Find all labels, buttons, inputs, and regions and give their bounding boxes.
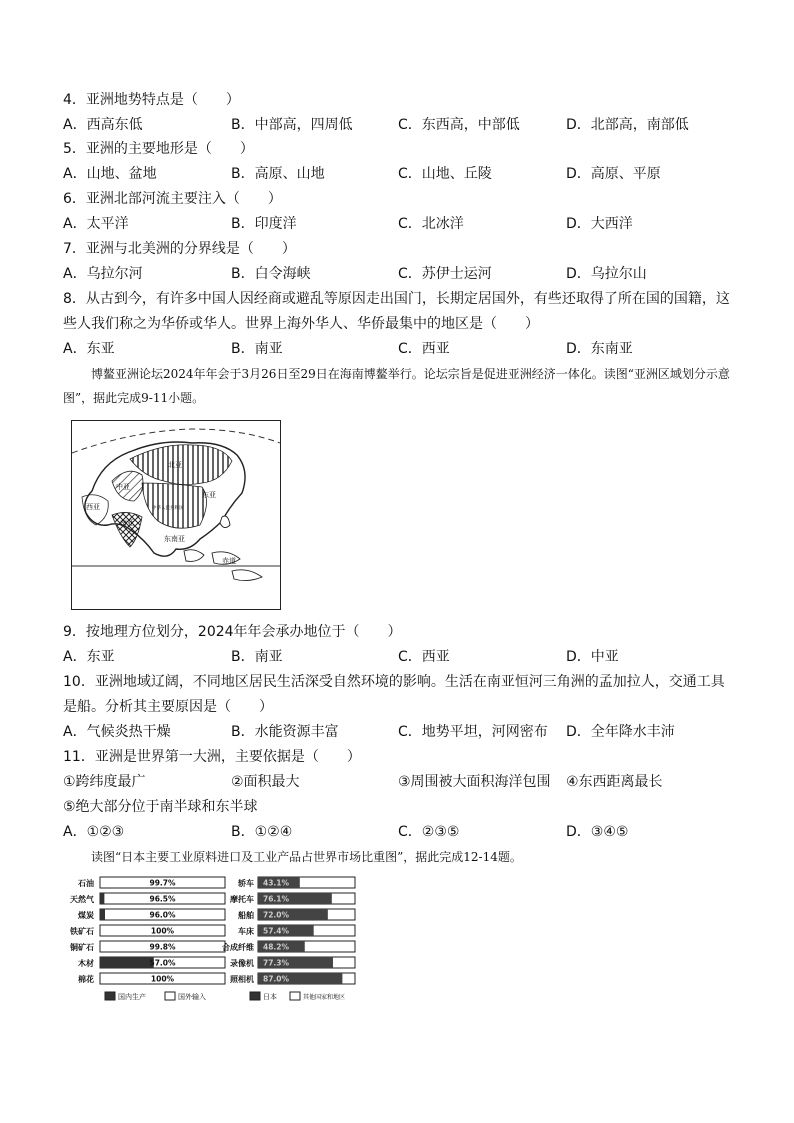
reading-intro-9-11: 博鳌亚洲论坛2024年年会于3月26日至29日在海南博鳌举行。论坛宗旨是促进亚洲经济一体化。读图“亚洲区域划分示意图”，据此完成9-11小题。 [63, 367, 730, 405]
question-8-options [63, 339, 743, 359]
bar-value-label: 100% [150, 926, 175, 936]
bar-value-label: 76.1% [262, 894, 290, 904]
question-7-stem: 7．亚洲与北美洲的分界线是（ ） [63, 241, 296, 257]
option-c[interactable]: C．苏伊士运河 [398, 266, 492, 282]
label-south-asia: 南亚 [120, 519, 134, 527]
option-d[interactable]: D．北部高，南部低 [566, 117, 689, 133]
question-7-options [63, 264, 743, 284]
reading-intro-12-14: 读图“日本主要工业原料进口及工业产品占世界市场比重图”，据此完成12-14题。 [91, 850, 522, 864]
asia-region-map [71, 420, 281, 610]
question-6-options [63, 214, 743, 234]
bar-category-label: 摩托车 [230, 895, 254, 904]
legend-label: 日本 [263, 993, 277, 1001]
option-a[interactable]: A．东亚 [63, 649, 115, 665]
option-d[interactable]: D．高原、平原 [566, 166, 661, 182]
statement-1: ①跨纬度最广 [63, 774, 146, 790]
bar-domestic [100, 893, 104, 904]
label-east-asia: 东亚 [202, 491, 216, 499]
option-b[interactable]: B．高原、山地 [231, 166, 325, 182]
option-b[interactable]: B．印度洋 [231, 216, 297, 232]
bar-category-label: 录像机 [230, 959, 254, 968]
option-a[interactable]: A．气候炎热干燥 [63, 724, 171, 740]
option-c[interactable]: C．地势平坦，河网密布 [398, 724, 548, 740]
bar-category-label: 照相机 [230, 975, 254, 984]
question-9-options [63, 647, 743, 667]
label-china: 中华人民共和国 [152, 506, 184, 511]
bar-domestic [100, 909, 105, 920]
option-c[interactable]: C．②③⑤ [398, 824, 460, 840]
legend-swatch-dark [250, 992, 260, 1000]
option-a[interactable]: A．东亚 [63, 341, 115, 357]
option-c[interactable]: C．西亚 [398, 341, 450, 357]
bar-value-label: 96.0% [149, 910, 176, 920]
bar-domestic [100, 957, 154, 968]
bar-category-label: 木材 [78, 959, 94, 968]
bar-category-label: 合成纤维 [222, 943, 254, 952]
label-equator: 赤道 [222, 557, 236, 565]
option-d[interactable]: D．③④⑤ [566, 824, 629, 840]
option-c[interactable]: C．东西高，中部低 [398, 117, 520, 133]
option-c[interactable]: C．西亚 [398, 649, 450, 665]
legend-swatch-dark [105, 992, 115, 1000]
option-a[interactable]: A．①②③ [63, 824, 125, 840]
bar-value-label: 99.7% [149, 878, 176, 888]
question-8-stem: 8．从古到今，有许多中国人因经商或避乱等原因走出国门，长期定居国外，有些还取得了所在国的国籍，这些人我们称之为华侨或华人。世界上海外华人、华侨最集中的地区是（ ） [63, 291, 730, 332]
legend-swatch-light [165, 992, 175, 1000]
legend-label: 国内生产 [118, 993, 146, 1001]
option-a[interactable]: A．山地、盆地 [63, 166, 157, 182]
legend-label: 国外输入 [178, 993, 206, 1001]
bar-value-label: 43.1% [262, 878, 290, 888]
bar-category-label: 煤炭 [78, 911, 94, 920]
option-b[interactable]: B．南亚 [231, 341, 283, 357]
question-5-stem: 5．亚洲的主要地形是（ ） [63, 141, 254, 157]
question-11-options [63, 822, 743, 842]
option-b[interactable]: B．水能资源丰富 [231, 724, 339, 740]
question-10-options [63, 722, 743, 742]
bar-value-label: 96.5% [149, 894, 176, 904]
option-b[interactable]: B．白令海峡 [231, 266, 311, 282]
bar-value-label: 57.0% [149, 958, 176, 968]
bar-category-label: 铜矿石 [70, 943, 94, 952]
legend-swatch-light [290, 992, 300, 1000]
label-southeast-asia: 东南亚 [164, 535, 185, 543]
bar-category-label: 天然气 [70, 895, 94, 904]
option-d[interactable]: D．中亚 [566, 649, 619, 665]
label-north-asia: 北亚 [168, 461, 182, 469]
option-c[interactable]: C．北冰洋 [398, 216, 464, 232]
option-a[interactable]: A．西高东低 [63, 117, 143, 133]
question-4-stem: 4．亚洲地势特点是（ ） [63, 92, 240, 108]
question-11-statements [63, 772, 743, 792]
bar-value-label: 99.8% [149, 942, 176, 952]
statement-4: ④东西距离最长 [566, 774, 663, 790]
label-central-asia: 中亚 [116, 483, 130, 491]
option-b[interactable]: B．中部高，四周低 [231, 117, 353, 133]
option-b[interactable]: B．①②④ [231, 824, 293, 840]
bar-category-label: 铁矿石 [70, 927, 94, 936]
question-4-options [63, 115, 743, 135]
japan-bar-chart-graphic [60, 873, 358, 1013]
bar-value-label: 87.0% [262, 974, 290, 984]
statement-3: ③周围被大面积海洋包围 [398, 774, 551, 790]
japan-industry-chart [60, 873, 358, 1013]
option-a[interactable]: A．乌拉尔河 [63, 266, 143, 282]
bar-category-label: 车床 [238, 927, 254, 936]
bar-value-label: 48.2% [262, 942, 290, 952]
option-a[interactable]: A．太平洋 [63, 216, 129, 232]
legend-label: 其他国家和地区 [303, 994, 346, 1001]
label-west-asia: 西亚 [86, 503, 100, 511]
statement-5: ⑤绝大部分位于南半球和东半球 [63, 799, 258, 815]
question-10-stem: 10．亚洲地域辽阔，不同地区居民生活深受自然环境的影响。生活在南亚恒河三角洲的孟加拉人，交通工具是船。分析其主要原因是（ ） [63, 674, 725, 715]
option-c[interactable]: C．山地、丘陵 [398, 166, 492, 182]
option-d[interactable]: D．乌拉尔山 [566, 266, 647, 282]
bar-category-label: 船舶 [238, 911, 254, 920]
statement-2: ②面积最大 [231, 774, 300, 790]
question-9-stem: 9．按地理方位划分，2024年年会承办地位于（ ） [63, 624, 402, 640]
question-11-stem: 11．亚洲是世界第一大洲，主要依据是（ ） [63, 749, 361, 765]
bar-value-label: 57.4% [262, 926, 290, 936]
bar-category-label: 棉花 [78, 975, 94, 984]
bar-category-label: 轿车 [238, 879, 254, 888]
option-d[interactable]: D．全年降水丰沛 [566, 724, 675, 740]
option-d[interactable]: D．东南亚 [566, 341, 633, 357]
bar-value-label: 77.3% [262, 958, 290, 968]
bar-category-label: 石油 [78, 879, 94, 888]
bar-value-label: 100% [150, 974, 175, 984]
option-b[interactable]: B．南亚 [231, 649, 283, 665]
question-5-options [63, 164, 743, 184]
question-6-stem: 6．亚洲北部河流主要注入（ ） [63, 191, 282, 207]
option-d[interactable]: D．大西洋 [566, 216, 633, 232]
asia-map-graphic [72, 421, 280, 609]
bar-value-label: 72.0% [262, 910, 290, 920]
